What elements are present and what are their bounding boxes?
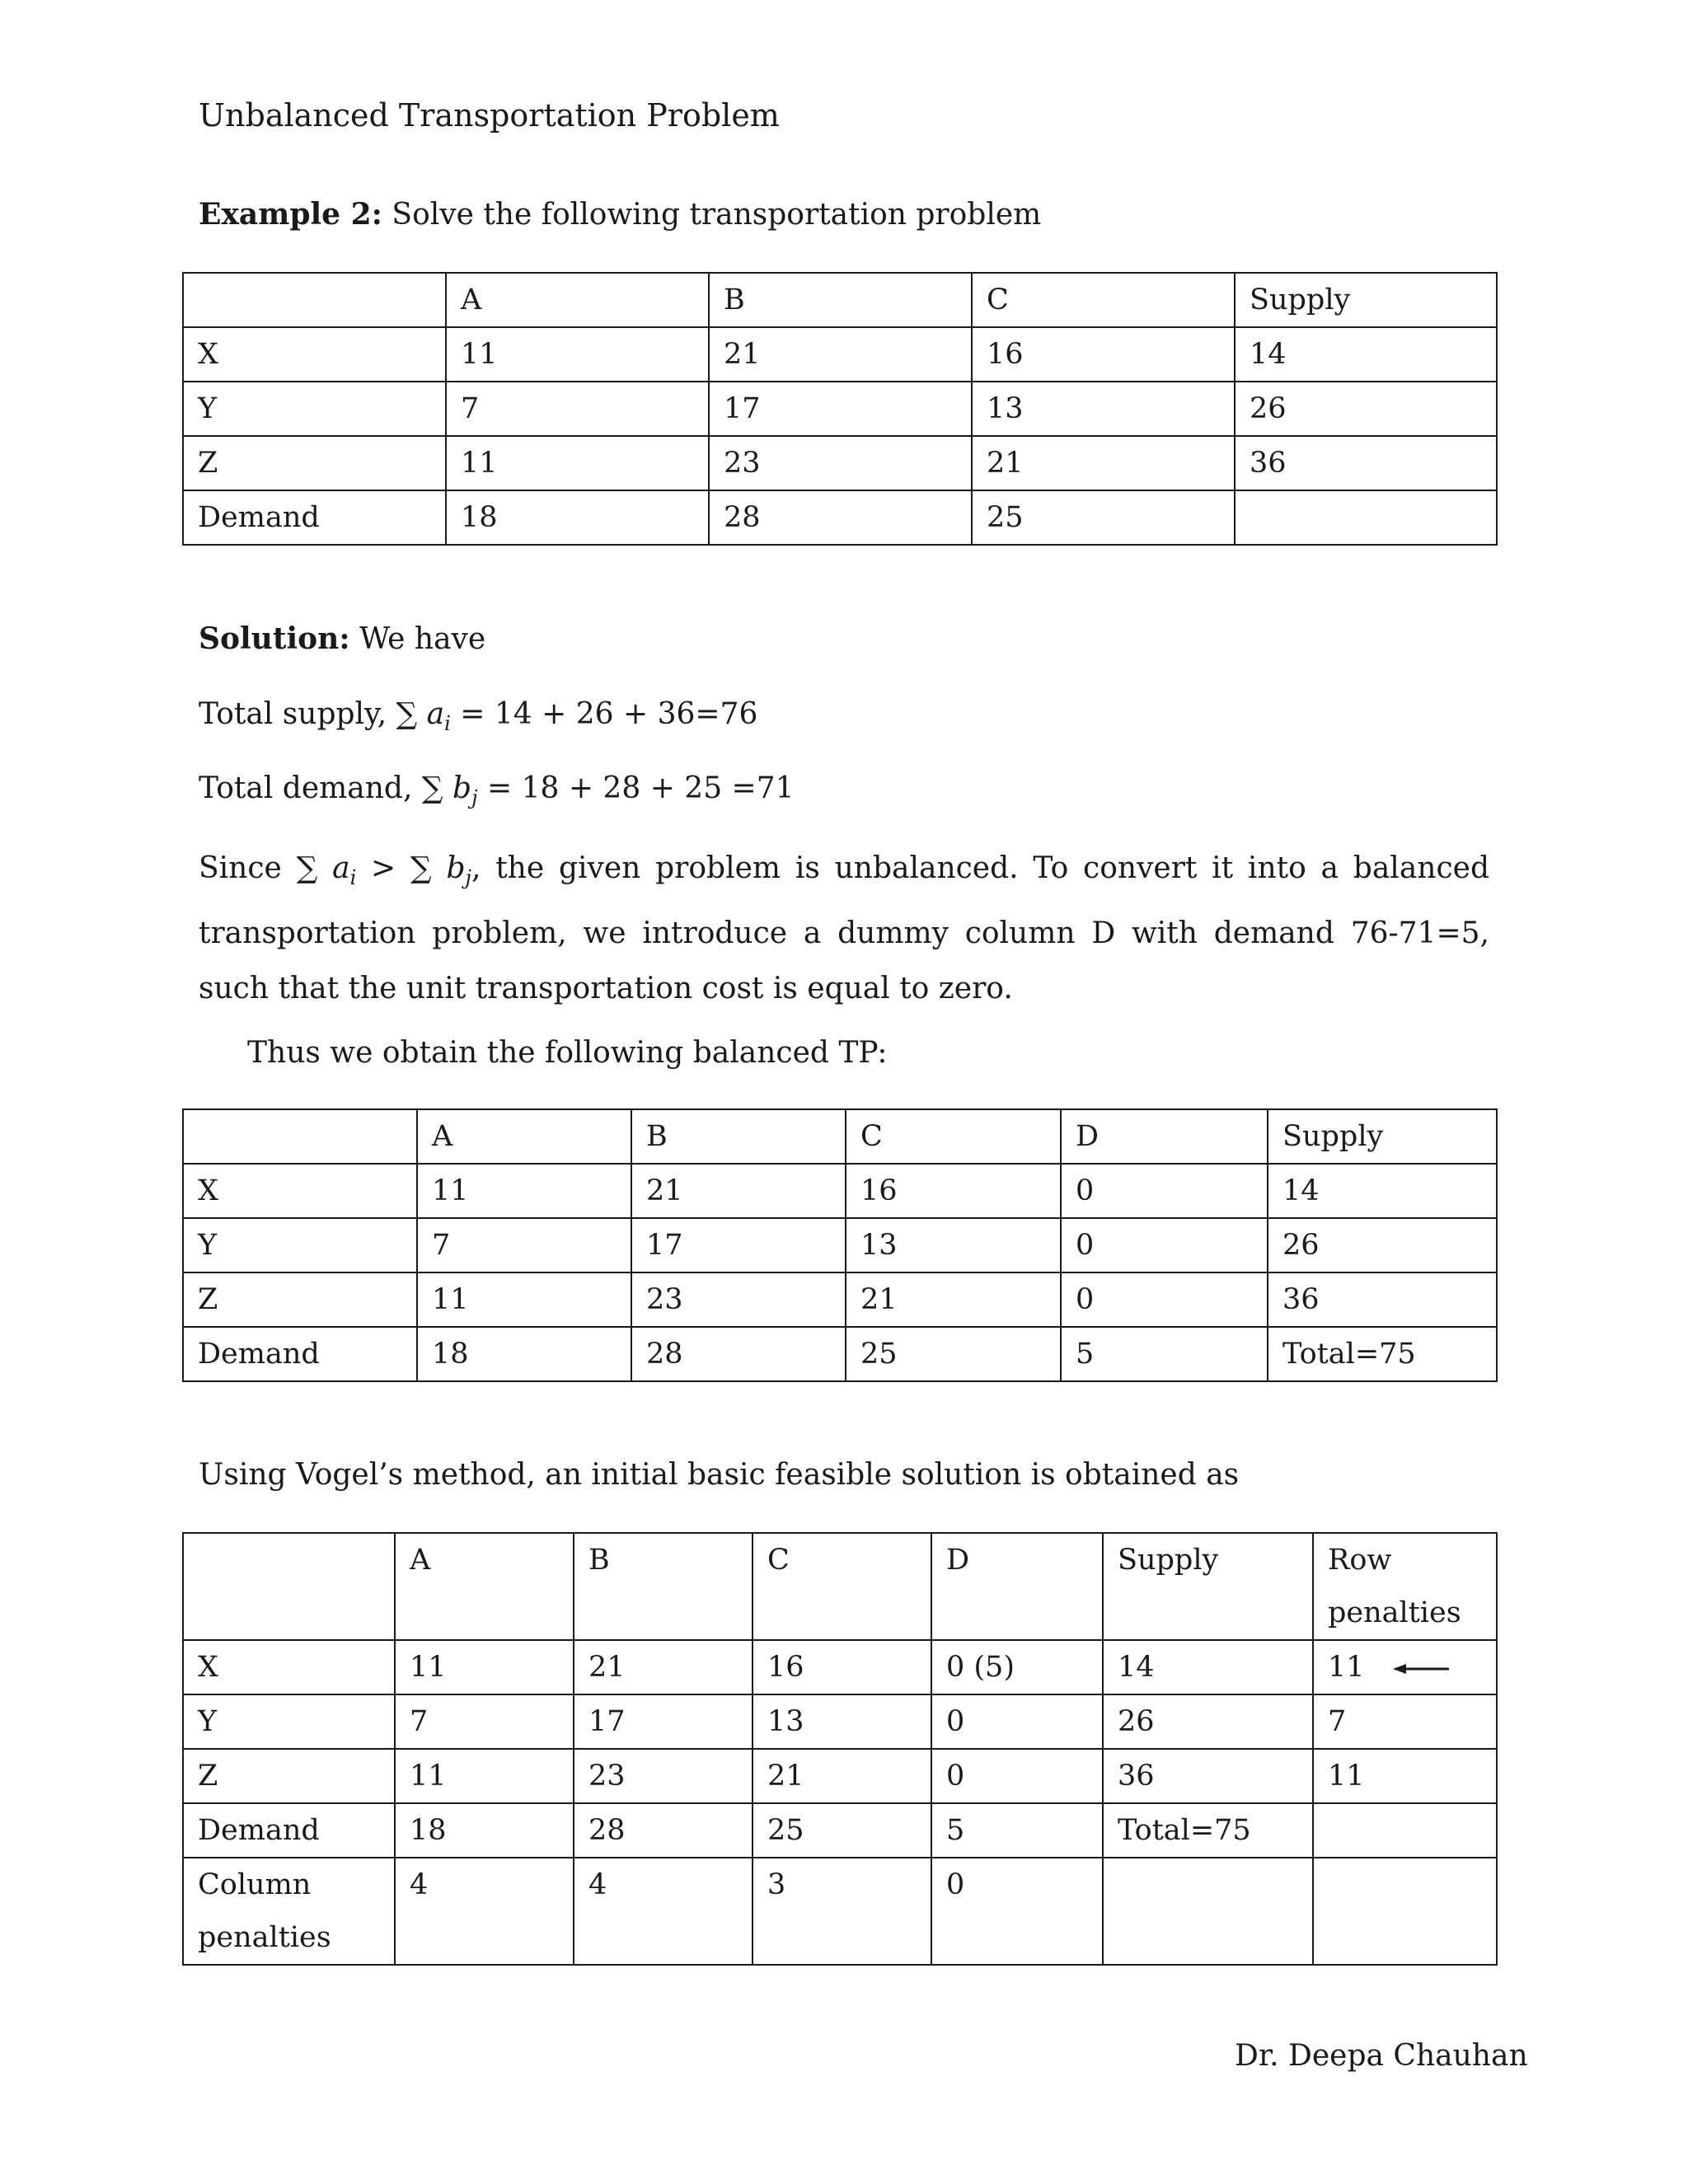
table-cell	[846, 1327, 1061, 1381]
table-row	[183, 436, 1497, 490]
cell-text: 36	[1282, 1283, 1320, 1316]
cell-text: 0	[1076, 1283, 1095, 1316]
thus-line: Thus we obtain the following balanced TP:	[247, 1036, 888, 1070]
header-cell	[972, 273, 1235, 327]
header-cell	[183, 1109, 417, 1164]
cell-text: 13	[987, 392, 1024, 425]
table-cell	[1313, 1694, 1497, 1749]
table-cell	[846, 1272, 1061, 1327]
table-cell	[709, 436, 972, 490]
cell-text: 17	[724, 392, 761, 425]
header-cell	[183, 273, 446, 327]
table-cell	[183, 1694, 395, 1749]
cell-text: 7	[432, 1229, 451, 1262]
table-cell	[183, 1858, 395, 1965]
table-original	[182, 272, 1498, 546]
table-cell	[631, 1327, 846, 1381]
header-cell	[1268, 1109, 1497, 1164]
table-cell	[631, 1272, 846, 1327]
cell-text: 18	[410, 1814, 447, 1847]
table-cell	[1268, 1164, 1497, 1218]
table-cell	[1235, 382, 1497, 436]
table-cell	[183, 327, 446, 382]
cell-text: 26	[1118, 1705, 1155, 1738]
table-row	[183, 1164, 1497, 1218]
table-cell	[972, 490, 1235, 545]
cell-text: 0	[1076, 1229, 1095, 1262]
table-cell	[1103, 1803, 1313, 1858]
cell-text: A	[410, 1544, 431, 1577]
cell-text: 36	[1250, 447, 1287, 480]
table-cell	[183, 1272, 417, 1327]
cell-text: Z	[198, 1760, 218, 1793]
table-cell	[846, 1218, 1061, 1272]
cell-text: B	[646, 1120, 668, 1153]
table-cell	[183, 1327, 417, 1381]
solution-text: We have	[359, 622, 486, 656]
cell-text: 26	[1250, 392, 1287, 425]
table-cell	[183, 1803, 395, 1858]
table-header-row	[183, 1533, 1497, 1640]
cell-text: Column penalties	[198, 1868, 331, 1954]
total-demand-prefix: Total demand,	[199, 771, 413, 805]
table-cell	[753, 1858, 931, 1965]
cell-text: Row penalties	[1328, 1544, 1461, 1629]
cell-text: 21	[588, 1651, 626, 1684]
cell-text: 26	[1282, 1229, 1320, 1262]
table-row	[183, 1218, 1497, 1272]
example-text: Solve the following transportation problem	[392, 198, 1042, 232]
table-vogel	[182, 1532, 1498, 1966]
table-row	[183, 327, 1497, 382]
table-row	[183, 1327, 1497, 1381]
cell-text: 14	[1250, 338, 1287, 371]
cell-text: 21	[767, 1760, 804, 1793]
cell-text: X	[198, 338, 218, 371]
table-cell	[753, 1640, 931, 1694]
cell-text: 3	[767, 1868, 786, 1901]
cell-text: 11	[461, 447, 498, 480]
cell-text: 25	[987, 501, 1024, 534]
cell-text: Y	[198, 1229, 218, 1262]
solution-label: Solution:	[199, 621, 350, 656]
table-cell	[395, 1694, 574, 1749]
cell-text: 18	[432, 1338, 469, 1371]
table-cell	[574, 1749, 753, 1803]
example-line	[199, 197, 1041, 232]
header-cell	[1313, 1533, 1497, 1640]
table-cell	[446, 490, 709, 545]
sum-a-i-symbol: ∑ $a_i$	[396, 697, 451, 735]
table-cell	[183, 1749, 395, 1803]
cell-text: 13	[767, 1705, 804, 1738]
cell-text: Demand	[198, 1338, 320, 1371]
table-cell	[1103, 1749, 1313, 1803]
table-balanced	[182, 1108, 1498, 1382]
table-cell	[1313, 1640, 1497, 1694]
header-cell	[631, 1109, 846, 1164]
cell-text: 21	[987, 447, 1024, 480]
table-cell	[395, 1803, 574, 1858]
table-cell	[417, 1218, 631, 1272]
table-cell	[574, 1858, 753, 1965]
cell-text: 23	[588, 1760, 626, 1793]
table-cell	[1235, 327, 1497, 382]
cell-text: 36	[1118, 1760, 1155, 1793]
header-cell	[931, 1533, 1103, 1640]
header-cell	[1061, 1109, 1268, 1164]
cell-text: 23	[646, 1283, 683, 1316]
cell-text: D	[946, 1544, 970, 1577]
inequality-symbol: ∑ $a_i$ > ∑ $b_j$	[296, 851, 471, 889]
table-cell	[1313, 1803, 1497, 1858]
header-cell	[183, 1533, 395, 1640]
sum-b-j-symbol: ∑ $b_j$	[421, 771, 478, 809]
table-cell	[574, 1640, 753, 1694]
table-cell	[1235, 490, 1497, 545]
table-cell	[931, 1694, 1103, 1749]
cell-text: 21	[724, 338, 761, 371]
table-row	[183, 1272, 1497, 1327]
header-cell	[446, 273, 709, 327]
total-demand-line	[199, 771, 795, 810]
table-cell	[183, 436, 446, 490]
cell-text: 28	[588, 1814, 626, 1847]
para-since: Since	[199, 851, 282, 885]
table-cell	[1235, 436, 1497, 490]
table-cell	[183, 1640, 395, 1694]
table-cell	[753, 1694, 931, 1749]
cell-text: 0 (5)	[946, 1651, 1015, 1684]
header-cell	[395, 1533, 574, 1640]
cell-text: 11	[461, 338, 498, 371]
cell-text: C	[860, 1120, 883, 1153]
table-cell	[1103, 1694, 1313, 1749]
table-cell	[446, 436, 709, 490]
cell-text: 16	[767, 1651, 804, 1684]
cell-text: 23	[724, 447, 761, 480]
table-cell	[972, 382, 1235, 436]
cell-text: 28	[646, 1338, 683, 1371]
cell-text: 11	[432, 1283, 469, 1316]
total-demand-expression: = 18 + 28 + 25 =71	[486, 771, 795, 805]
cell-text: 4	[588, 1868, 607, 1901]
table-cell	[574, 1694, 753, 1749]
cell-text: 18	[461, 501, 498, 534]
cell-text: 14	[1282, 1174, 1320, 1207]
cell-text: D	[1076, 1120, 1100, 1153]
table-row	[183, 1640, 1497, 1694]
table-cell	[972, 436, 1235, 490]
table-cell	[183, 490, 446, 545]
cell-text: Supply	[1118, 1544, 1219, 1577]
cell-text: 16	[860, 1174, 898, 1207]
left-arrow-icon	[1393, 1664, 1449, 1674]
table-cell	[1268, 1272, 1497, 1327]
cell-text: X	[198, 1651, 218, 1684]
table-row	[183, 1803, 1497, 1858]
table-cell	[183, 1164, 417, 1218]
cell-text: 16	[987, 338, 1024, 371]
page-title: Unbalanced Transportation Problem	[199, 97, 780, 134]
table-cell	[931, 1858, 1103, 1965]
table-cell	[1313, 1749, 1497, 1803]
table-row	[183, 1694, 1497, 1749]
cell-text: Y	[198, 392, 218, 425]
table-header-row	[183, 273, 1497, 327]
cell-text: Demand	[198, 1814, 320, 1847]
cell-text: 11	[410, 1760, 447, 1793]
cell-text: Supply	[1250, 284, 1351, 316]
header-cell	[846, 1109, 1061, 1164]
cell-text: 13	[860, 1229, 898, 1262]
cell-text: Y	[198, 1705, 218, 1738]
cell-text: X	[198, 1174, 218, 1207]
cell-text: Total=75	[1282, 1338, 1416, 1371]
table-cell	[972, 327, 1235, 382]
cell-text: 17	[588, 1705, 626, 1738]
cell-text: 11	[1328, 1651, 1365, 1684]
cell-text: B	[724, 284, 745, 316]
header-cell	[753, 1533, 931, 1640]
table-cell	[446, 327, 709, 382]
table-cell	[1268, 1218, 1497, 1272]
table-cell	[1061, 1327, 1268, 1381]
cell-text: 0	[946, 1705, 965, 1738]
table-row	[183, 1858, 1497, 1965]
table-cell	[417, 1327, 631, 1381]
table-cell	[395, 1858, 574, 1965]
cell-text: 28	[724, 501, 761, 534]
table-cell	[1061, 1218, 1268, 1272]
total-supply-prefix: Total supply,	[199, 697, 387, 731]
header-cell	[417, 1109, 631, 1164]
cell-text: 4	[410, 1868, 429, 1901]
cell-text: B	[588, 1544, 610, 1577]
cell-text: 7	[1328, 1705, 1347, 1738]
cell-text: 7	[461, 392, 480, 425]
table-cell	[709, 490, 972, 545]
table-cell	[446, 382, 709, 436]
explanation-paragraph	[199, 841, 1489, 1016]
cell-text: 5	[946, 1814, 965, 1847]
cell-text: 11	[1328, 1760, 1365, 1793]
table-cell	[631, 1164, 846, 1218]
table-cell	[183, 1218, 417, 1272]
table-cell	[1061, 1272, 1268, 1327]
header-cell	[1235, 273, 1497, 327]
table-cell	[1103, 1858, 1313, 1965]
table-cell	[631, 1218, 846, 1272]
cell-text: A	[461, 284, 482, 316]
cell-text: 25	[767, 1814, 804, 1847]
cell-text: 0	[946, 1868, 965, 1901]
table-cell	[395, 1640, 574, 1694]
table-cell	[183, 382, 446, 436]
table-cell	[1061, 1164, 1268, 1218]
table-cell	[417, 1272, 631, 1327]
cell-text: 21	[860, 1283, 898, 1316]
table-cell	[753, 1803, 931, 1858]
cell-text: A	[432, 1120, 453, 1153]
table-row	[183, 490, 1497, 545]
cell-text: Z	[198, 1283, 218, 1316]
example-label: Example 2:	[199, 197, 382, 232]
cell-text: Z	[198, 447, 218, 480]
total-supply-line	[199, 696, 757, 736]
cell-text: 25	[860, 1338, 898, 1371]
table-cell	[1313, 1858, 1497, 1965]
table-cell	[1103, 1640, 1313, 1694]
cell-text: 0	[946, 1760, 965, 1793]
author-signature: Dr. Deepa Chauhan	[1235, 2039, 1528, 2073]
cell-text: 17	[646, 1229, 683, 1262]
table-row	[183, 1749, 1497, 1803]
header-cell	[1103, 1533, 1313, 1640]
cell-text: 11	[410, 1651, 447, 1684]
table-cell	[931, 1640, 1103, 1694]
cell-text: Total=75	[1118, 1814, 1251, 1847]
cell-text: 21	[646, 1174, 683, 1207]
table-cell	[846, 1164, 1061, 1218]
table-row	[183, 382, 1497, 436]
cell-text: C	[767, 1544, 790, 1577]
table-cell	[931, 1803, 1103, 1858]
total-supply-expression: = 14 + 26 + 36=76	[460, 697, 758, 731]
cell-text: 0	[1076, 1174, 1095, 1207]
table-cell	[395, 1749, 574, 1803]
cell-text: C	[987, 284, 1009, 316]
header-cell	[709, 273, 972, 327]
table-cell	[753, 1749, 931, 1803]
vogel-line: Using Vogel’s method, an initial basic feasible solution is obtained as	[199, 1458, 1240, 1492]
header-cell	[574, 1533, 753, 1640]
cell-text: 11	[432, 1174, 469, 1207]
table-cell	[574, 1803, 753, 1858]
cell-text: 7	[410, 1705, 429, 1738]
table-cell	[931, 1749, 1103, 1803]
cell-text: Demand	[198, 501, 320, 534]
table-cell	[1268, 1327, 1497, 1381]
cell-text: 5	[1076, 1338, 1095, 1371]
solution-line	[199, 621, 485, 657]
table-header-row	[183, 1109, 1497, 1164]
table-cell	[417, 1164, 631, 1218]
table-cell	[709, 382, 972, 436]
para-text: , the given problem is unbalanced. To convert it into a balanced transportation problem, we introduce a dummy column D with demand 76-71=5, such that the unit transportation cost is equal to zero.	[199, 851, 1489, 1005]
table-cell	[709, 327, 972, 382]
cell-text: 14	[1118, 1651, 1155, 1684]
cell-text: Supply	[1282, 1120, 1384, 1153]
